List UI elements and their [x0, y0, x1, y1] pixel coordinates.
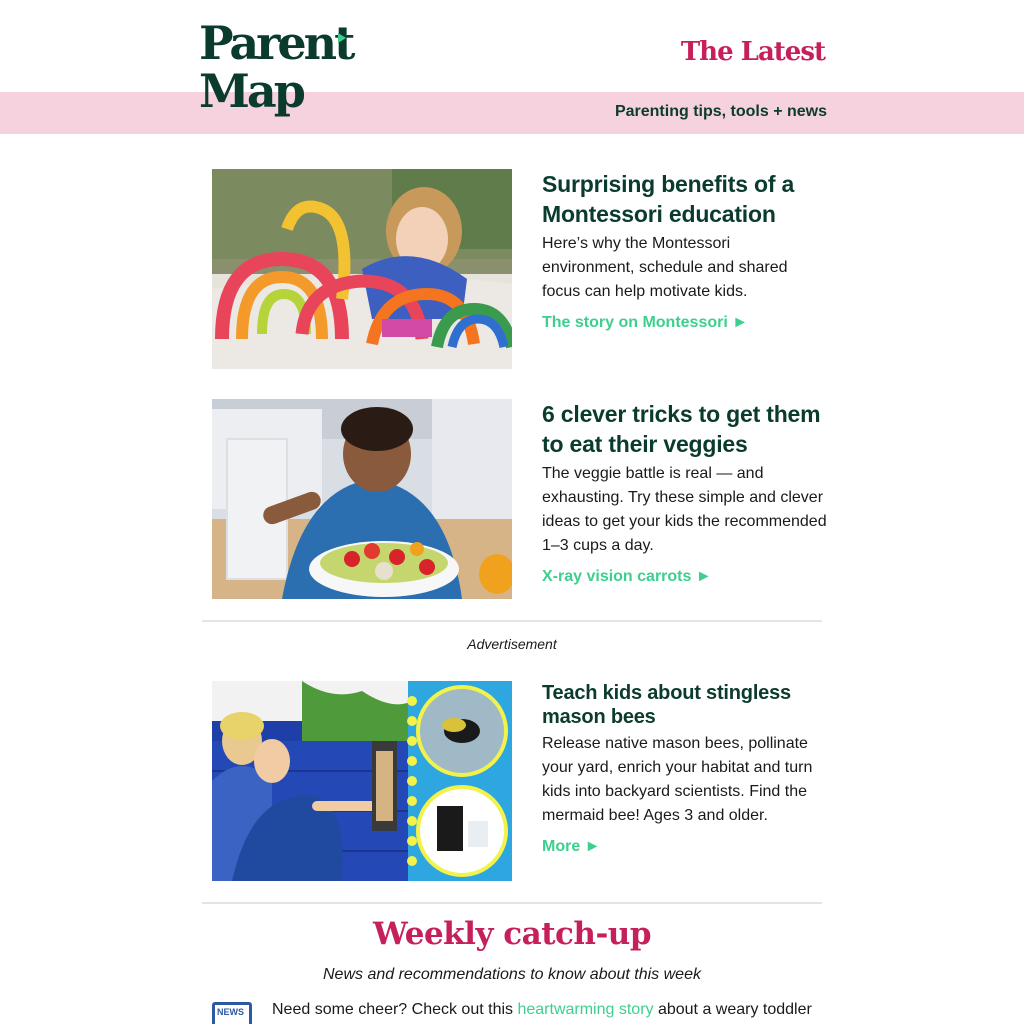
mason-bees-image[interactable]: [212, 681, 512, 881]
story-montessori: [212, 169, 824, 369]
ad-title[interactable]: Teach kids about stingless mason bees: [542, 682, 791, 728]
ad-text: [542, 681, 827, 856]
advertisement-label: Advertisement: [467, 636, 557, 652]
catchup-subtitle: News and recommendations to know about this week: [323, 966, 701, 983]
story-title[interactable]: 6 clever tricks to get them to eat their veggies: [542, 401, 821, 457]
divider: [202, 620, 822, 622]
heartwarming-story-link[interactable]: heartwarming story: [517, 1001, 654, 1018]
news-item-text-after: about a weary toddler: [653, 1001, 812, 1018]
tagline: Parenting tips, tools + news: [614, 103, 827, 120]
newspaper-icon: [212, 1002, 252, 1024]
news-item: [272, 1000, 832, 1020]
ad-more-link[interactable]: More ►: [542, 838, 601, 855]
story-text: [542, 399, 827, 586]
montessori-image[interactable]: [212, 169, 512, 369]
story-link-montessori[interactable]: The story on Montessori ►: [542, 314, 749, 331]
ad-summary: Release native mason bees, pollinate your yard, enrich your habitat and turn kids into backyard scientists. Find the mermaid bee! Ages 3 and older.: [542, 735, 813, 824]
logo-word-map: Map: [199, 64, 303, 118]
news-item-text-before: Need some cheer? Check out this: [272, 1001, 518, 1018]
tagline-banner: [0, 92, 1024, 134]
ad-mason-bees: [212, 681, 824, 881]
newspaper-icon-label: NEWS: [217, 1007, 244, 1017]
story-title[interactable]: Surprising benefits of a Montessori education: [542, 171, 795, 227]
divider: [202, 902, 822, 904]
parentmap-logo[interactable]: [199, 16, 359, 120]
catchup-title: Weekly catch-up: [372, 916, 652, 952]
story-veggies: [212, 399, 827, 599]
story-summary: Here’s why the Montessori environment, schedule and shared focus can help motivate kids.: [542, 235, 788, 300]
story-summary: The veggie battle is real — and exhausting. Try these simple and clever ideas to get your kids the recommended 1–3 cups a day.: [542, 465, 827, 554]
story-text: [542, 169, 827, 332]
play-icon: [338, 33, 346, 43]
story-link-veggies[interactable]: X-ray vision carrots ►: [542, 568, 712, 585]
section-title: The Latest: [680, 37, 825, 67]
veggies-image[interactable]: [212, 399, 512, 599]
logo-word-parent: Parent: [199, 16, 353, 70]
